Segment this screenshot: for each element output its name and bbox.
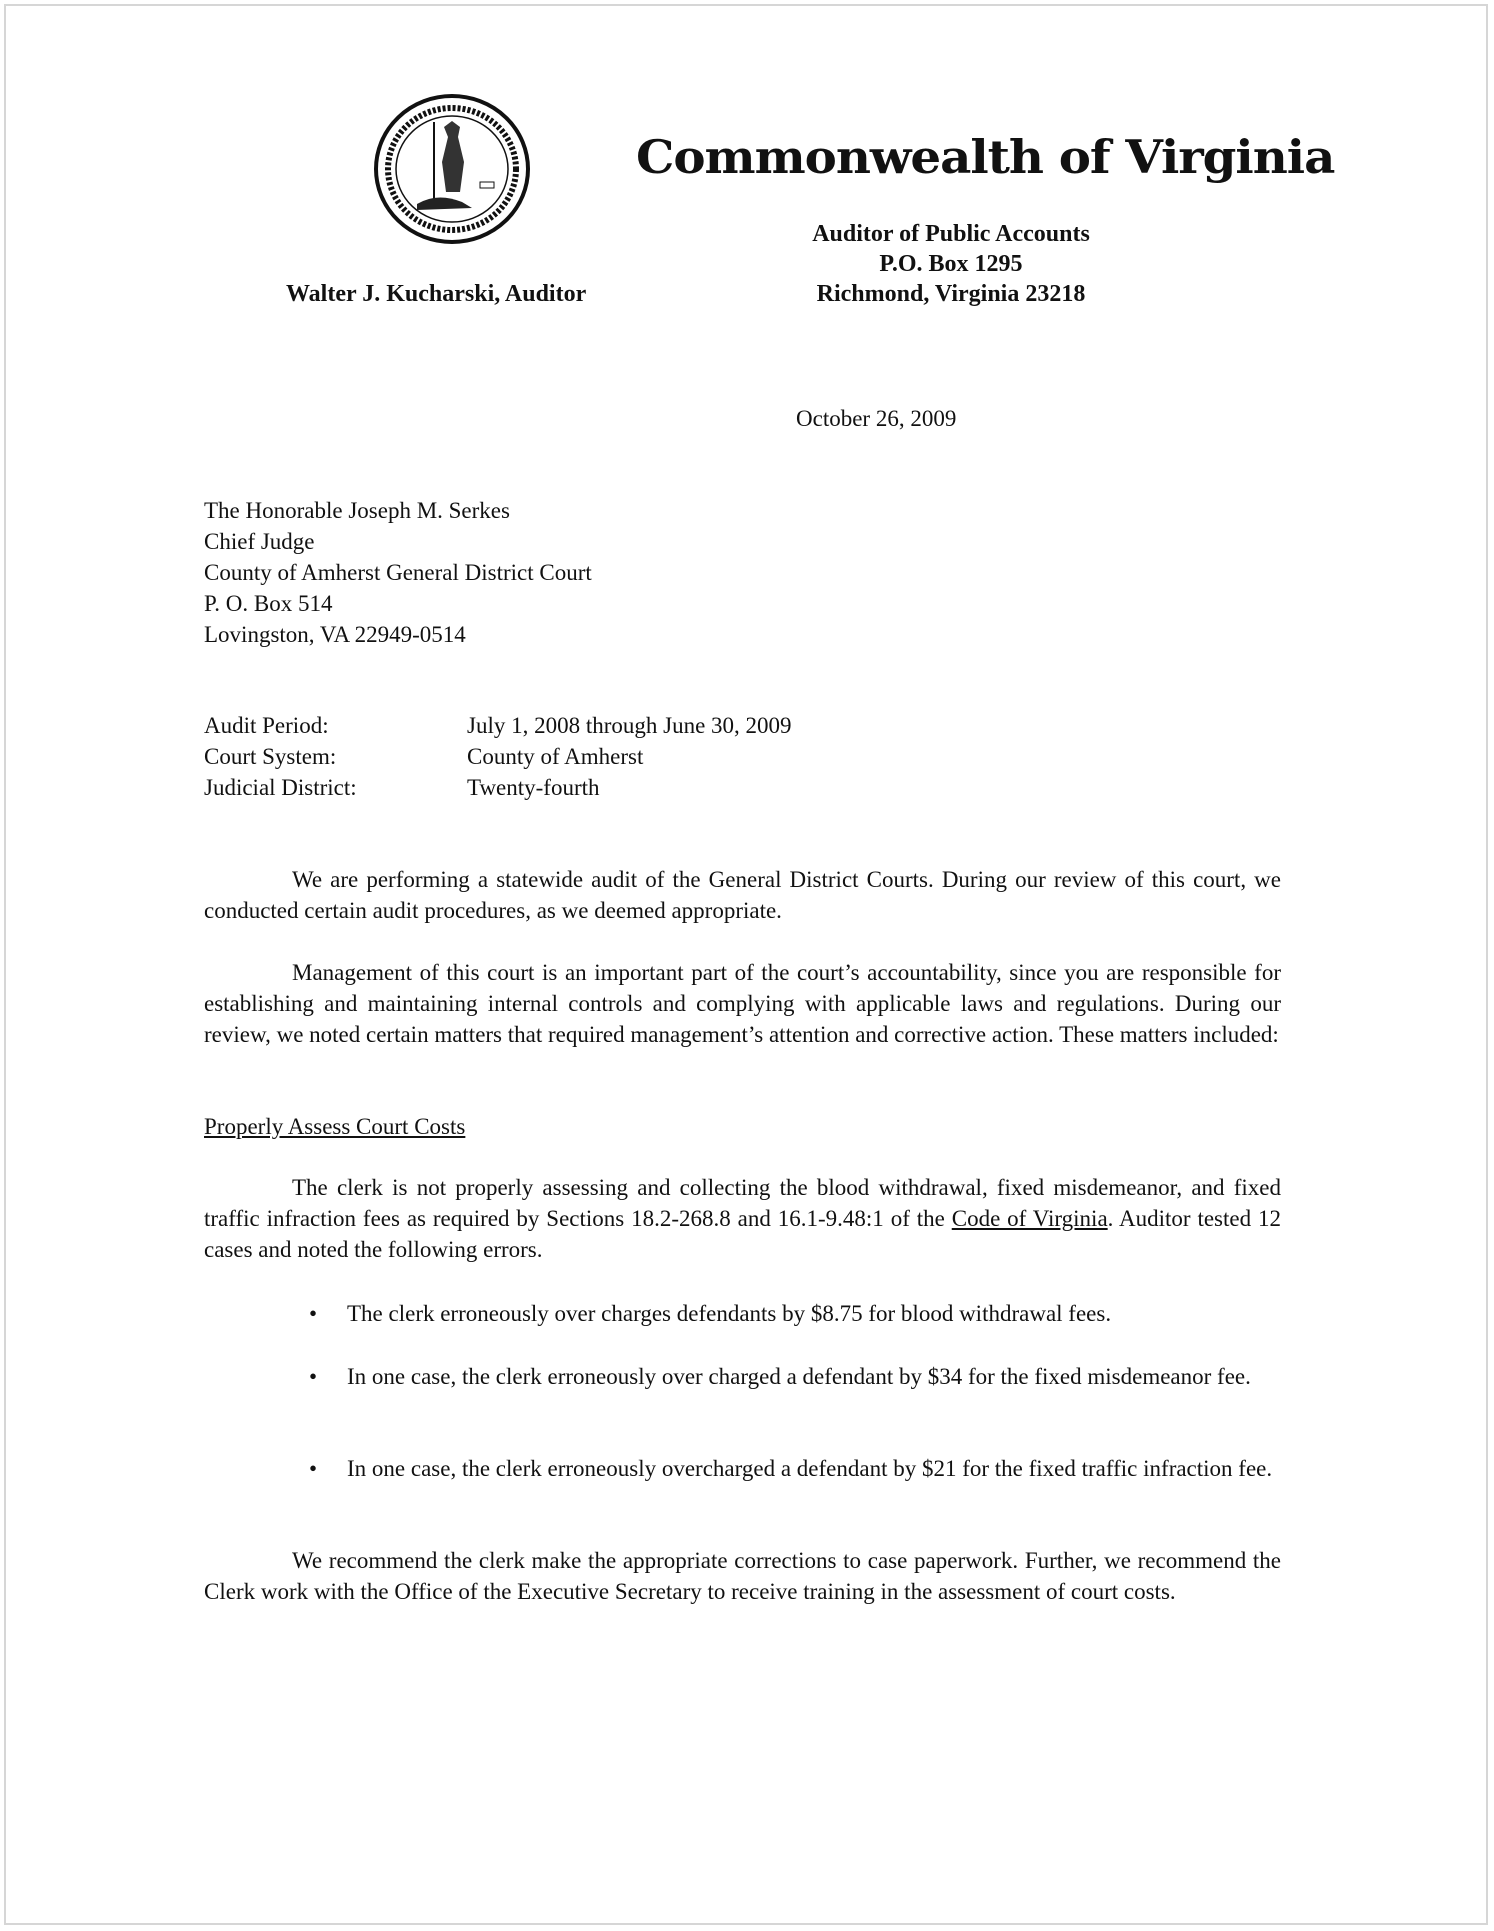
audit-info-label: Judicial District: xyxy=(204,775,357,800)
office-po-box: P.O. Box 1295 xyxy=(879,251,1023,277)
bullet-text: The clerk erroneously over charges defendants by $8.75 for blood withdrawal fees. xyxy=(347,1301,1112,1326)
addressee-block xyxy=(204,495,592,650)
paragraph-management: Management of this court is an important part of the court’s accountability, since you are responsible for establishing and maintaining internal controls and complying with applicable laws and regulations. During our review, we noted certain matters that required management’s attention and corrective action. These matters included: xyxy=(204,960,1281,1047)
audit-info-row xyxy=(204,772,1104,803)
audit-info-value: Twenty-fourth xyxy=(467,775,600,800)
bullet-icon: • xyxy=(309,1301,318,1326)
letter-date: October 26, 2009 xyxy=(796,406,957,431)
bullet-icon: • xyxy=(309,1456,318,1481)
bullet-item xyxy=(309,1298,1281,1329)
section-heading: Properly Assess Court Costs xyxy=(204,1114,466,1139)
bullet-item xyxy=(309,1453,1281,1484)
paragraph-recommendation: We recommend the clerk make the appropriate corrections to case paperwork. Further, we recommend the Clerk work with the Office of the Executive Secretary to receive training in the assessment of court costs. xyxy=(204,1548,1281,1604)
code-of-virginia-reference: Code of Virginia xyxy=(951,1206,1108,1231)
addressee-line: Lovingston, VA 22949-0514 xyxy=(204,622,466,647)
addressee-line: P. O. Box 514 xyxy=(204,591,333,616)
audit-info xyxy=(204,710,1104,803)
audit-info-value: County of Amherst xyxy=(467,744,644,769)
finding-text-end: . Auditor tested 12 cases and noted the following errors. xyxy=(204,1206,1281,1262)
office-name: Auditor of Public Accounts xyxy=(812,221,1090,247)
addressee-line: The Honorable Joseph M. Serkes xyxy=(204,498,510,523)
audit-info-label: Audit Period: xyxy=(204,713,329,738)
paragraph-finding xyxy=(204,1172,1281,1265)
bullet-text: In one case, the clerk erroneously over charged a defendant by $34 for the fixed misdemeanor fee. xyxy=(347,1364,1251,1389)
audit-info-label: Court System: xyxy=(204,744,337,769)
office-city: Richmond, Virginia 23218 xyxy=(816,281,1086,307)
virginia-seal-icon xyxy=(372,92,532,247)
addressee-line: County of Amherst General District Court xyxy=(204,560,592,585)
bullet-icon: • xyxy=(309,1364,318,1389)
audit-info-value: July 1, 2008 through June 30, 2009 xyxy=(467,713,792,738)
audit-info-row xyxy=(204,741,1104,772)
addressee-line: Chief Judge xyxy=(204,529,315,554)
audit-info-row xyxy=(204,710,1104,741)
letterhead-title: Commonwealth of Virginia xyxy=(636,130,1335,184)
finding-text: The clerk is not properly assessing and collecting the blood withdrawal, fixed misdemeanor, and fixed traffic infraction fees as required by Sections 18.2-268.8 and 16.1-9.48:1 of the xyxy=(204,1175,1281,1231)
bullet-item xyxy=(309,1361,1281,1392)
office-address xyxy=(751,219,1151,309)
paragraph-intro: We are performing a statewide audit of the General District Courts. During our review of this court, we conducted certain audit procedures, as we deemed appropriate. xyxy=(204,867,1281,923)
bullet-text: In one case, the clerk erroneously overcharged a defendant by $21 for the fixed traffic infraction fee. xyxy=(347,1456,1273,1481)
auditor-name: Walter J. Kucharski, Auditor xyxy=(286,281,587,307)
